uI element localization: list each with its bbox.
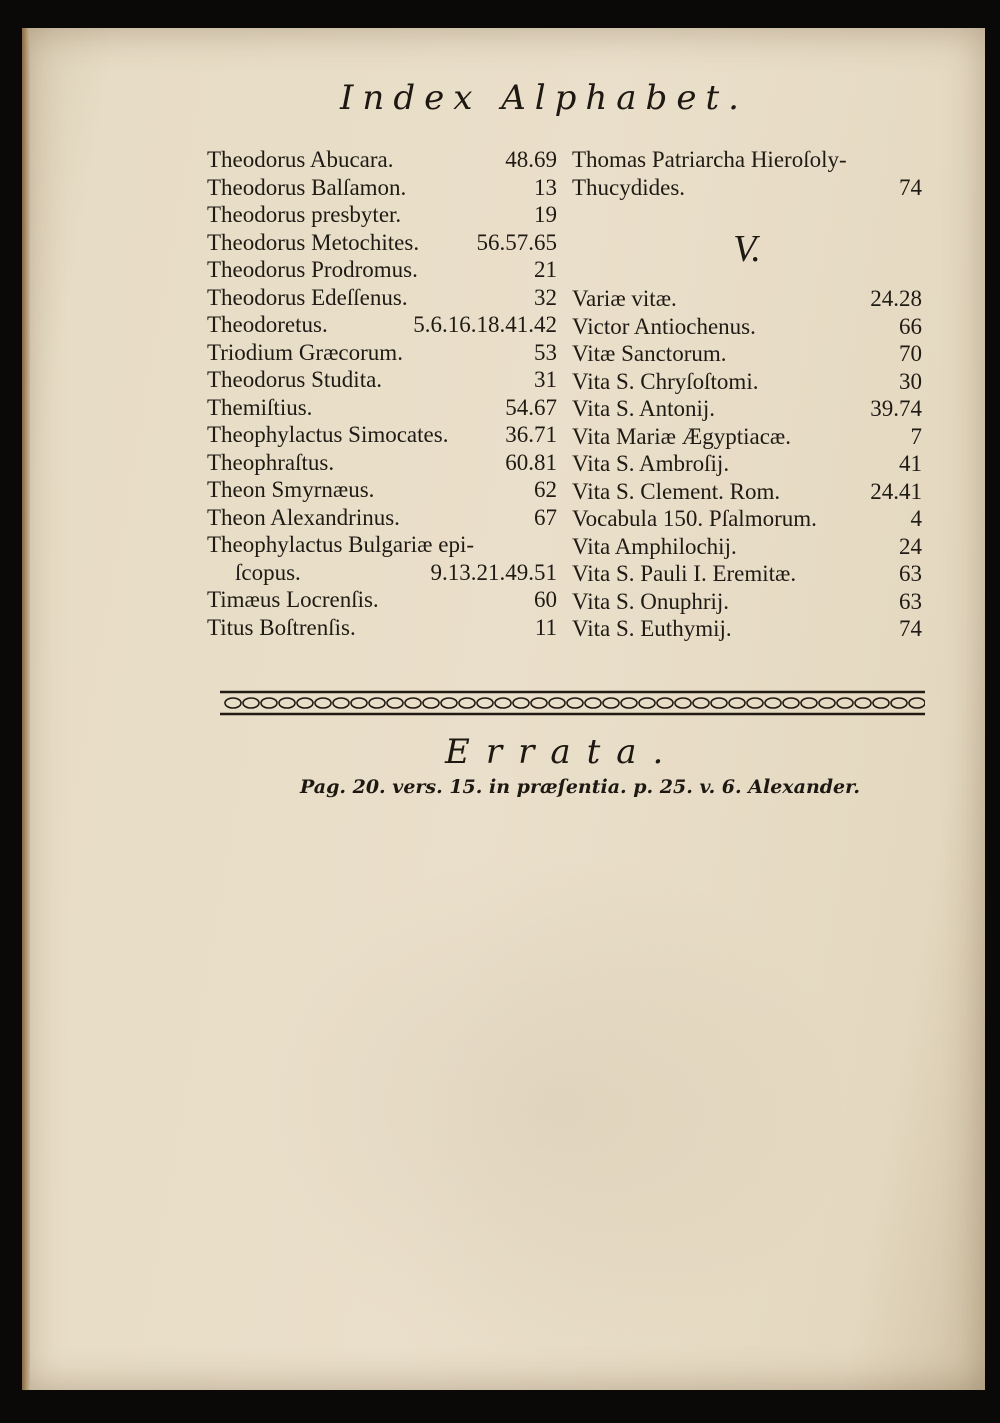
index-left-column — [207, 146, 557, 641]
index-entry — [572, 588, 922, 616]
entry-name: ſcopus. — [235, 559, 301, 585]
entry-pages: 7 — [910, 423, 922, 449]
entry-name: Theodorus Studita. — [207, 367, 383, 392]
entry-name: Variæ vitæ. — [572, 286, 677, 311]
index-entry — [207, 531, 557, 559]
entry-name: Victor Antiochenus. — [572, 313, 756, 339]
entry-name: Triodium Græcorum. — [207, 339, 403, 365]
index-entry — [207, 229, 557, 257]
entry-name: Vita S. Onuphrij. — [572, 588, 730, 614]
index-entry — [207, 174, 557, 202]
index-entry — [572, 368, 922, 396]
entry-pages: 48.69 — [505, 147, 557, 172]
index-entry — [207, 394, 557, 422]
entry-pages: 39.74 — [870, 396, 922, 421]
entry-pages: 5.6.16.18.41.42 — [413, 312, 557, 337]
entry-pages: 70 — [899, 341, 922, 366]
entry-name: Theodorus Metochites. — [207, 229, 420, 255]
entry-name: Theodoretus. — [207, 312, 328, 337]
index-entry — [572, 313, 922, 341]
index-entry — [572, 285, 922, 313]
entry-pages: 56.57.65 — [476, 229, 557, 255]
entry-pages: 60.81 — [505, 449, 557, 475]
index-entry — [207, 256, 557, 284]
index-entry — [207, 311, 557, 339]
index-entry — [207, 366, 557, 394]
entry-name: Theophraſtus. — [207, 449, 335, 475]
show-through-bleed — [252, 848, 852, 1368]
index-entry — [572, 505, 922, 533]
entry-name: Theophylactus Simocates. — [207, 422, 449, 447]
entry-pages: 31 — [534, 367, 557, 392]
entry-pages: 74 — [899, 174, 922, 200]
index-entry — [207, 284, 557, 312]
index-entry — [572, 560, 922, 588]
entry-pages: 13 — [534, 174, 557, 200]
ornamental-rule — [220, 688, 925, 718]
entry-name: Vita S. Antonij. — [572, 396, 716, 421]
entry-name: Vita S. Ambroſij. — [572, 451, 730, 476]
index-entry — [207, 449, 557, 477]
index-entry — [207, 586, 557, 614]
entry-pages: 36.71 — [505, 422, 557, 447]
errata-title: Errata. — [445, 732, 680, 772]
entry-pages: 63 — [899, 561, 922, 586]
entry-name: Vita S. Chryſoſtomi. — [572, 368, 759, 394]
entry-pages: 60 — [534, 587, 557, 612]
entry-name: Vocabula 150. Pſalmorum. — [572, 506, 817, 531]
entry-name: Timæus Locrenſis. — [207, 587, 379, 612]
index-entry — [207, 146, 557, 174]
index-right-column — [572, 146, 922, 643]
entry-name: Themiſtius. — [207, 394, 313, 420]
entry-name: Vita S. Clement. Rom. — [572, 478, 781, 504]
entry-pages: 63 — [899, 588, 922, 614]
page-edge — [22, 28, 30, 1390]
entry-pages: 21 — [534, 257, 557, 282]
entry-pages: 54.67 — [505, 394, 557, 420]
errata-text: Pag. 20. vers. 15. in præſentia. p. 25. v. 6. Alexander. — [300, 776, 861, 798]
entry-name: Theon Alexandrinus. — [207, 504, 400, 530]
entry-name: Theodorus Abucara. — [207, 147, 394, 172]
entry-name: Thucydides. — [572, 174, 686, 200]
entry-name: Theon Smyrnæus. — [207, 477, 375, 502]
entry-pages: 4 — [910, 506, 922, 531]
entry-pages: 19 — [534, 202, 557, 227]
entry-pages: 32 — [534, 284, 557, 310]
entry-pages: 24.41 — [870, 478, 922, 504]
index-entry — [572, 533, 922, 561]
index-entry — [572, 450, 922, 478]
index-entry — [572, 395, 922, 423]
index-entry — [572, 478, 922, 506]
entry-pages: 74 — [899, 616, 922, 641]
entry-name: Vitæ Sanctorum. — [572, 341, 727, 366]
entry-name: Theodorus Prodromus. — [207, 257, 418, 282]
entry-name: Vita S. Euthymij. — [572, 616, 732, 641]
index-entry — [572, 174, 922, 202]
entry-pages: 11 — [534, 614, 557, 640]
entry-name: Vita Amphilochij. — [572, 533, 737, 559]
entry-pages: 24.28 — [870, 286, 922, 311]
index-entry — [207, 201, 557, 229]
entry-name: Theodorus Balſamon. — [207, 174, 407, 200]
index-entry — [207, 421, 557, 449]
entry-name: Vita Mariæ Ægyptiacæ. — [572, 423, 792, 449]
entry-pages: 9.13.21.49.51 — [430, 559, 557, 585]
entry-name: Theophylactus Bulgariæ epi- — [207, 532, 474, 557]
index-entry — [572, 615, 922, 643]
entry-pages: 66 — [899, 313, 922, 339]
entry-name: Theodorus presbyter. — [207, 202, 402, 227]
index-entry — [207, 504, 557, 532]
index-entry — [572, 146, 922, 174]
index-entry — [207, 559, 557, 587]
section-letter-v: V. — [733, 228, 761, 270]
page-header: Index Alphabet. — [340, 78, 748, 118]
entry-pages: 62 — [534, 477, 557, 502]
entry-pages: 41 — [899, 451, 922, 476]
index-entry — [207, 476, 557, 504]
entry-name: Theodorus Edeſſenus. — [207, 284, 408, 310]
entry-pages: 30 — [899, 368, 922, 394]
entry-pages: 67 — [534, 504, 557, 530]
entry-name: Vita S. Pauli I. Eremitæ. — [572, 561, 797, 586]
index-entry — [572, 423, 922, 451]
index-entry — [207, 614, 557, 642]
entry-pages: 24 — [899, 533, 922, 559]
index-entry — [207, 339, 557, 367]
index-entry — [572, 340, 922, 368]
entry-pages: 53 — [534, 339, 557, 365]
entry-name: Thomas Patriarcha Hieroſoly- — [572, 147, 847, 172]
entry-name: Titus Boſtrenſis. — [207, 614, 356, 640]
